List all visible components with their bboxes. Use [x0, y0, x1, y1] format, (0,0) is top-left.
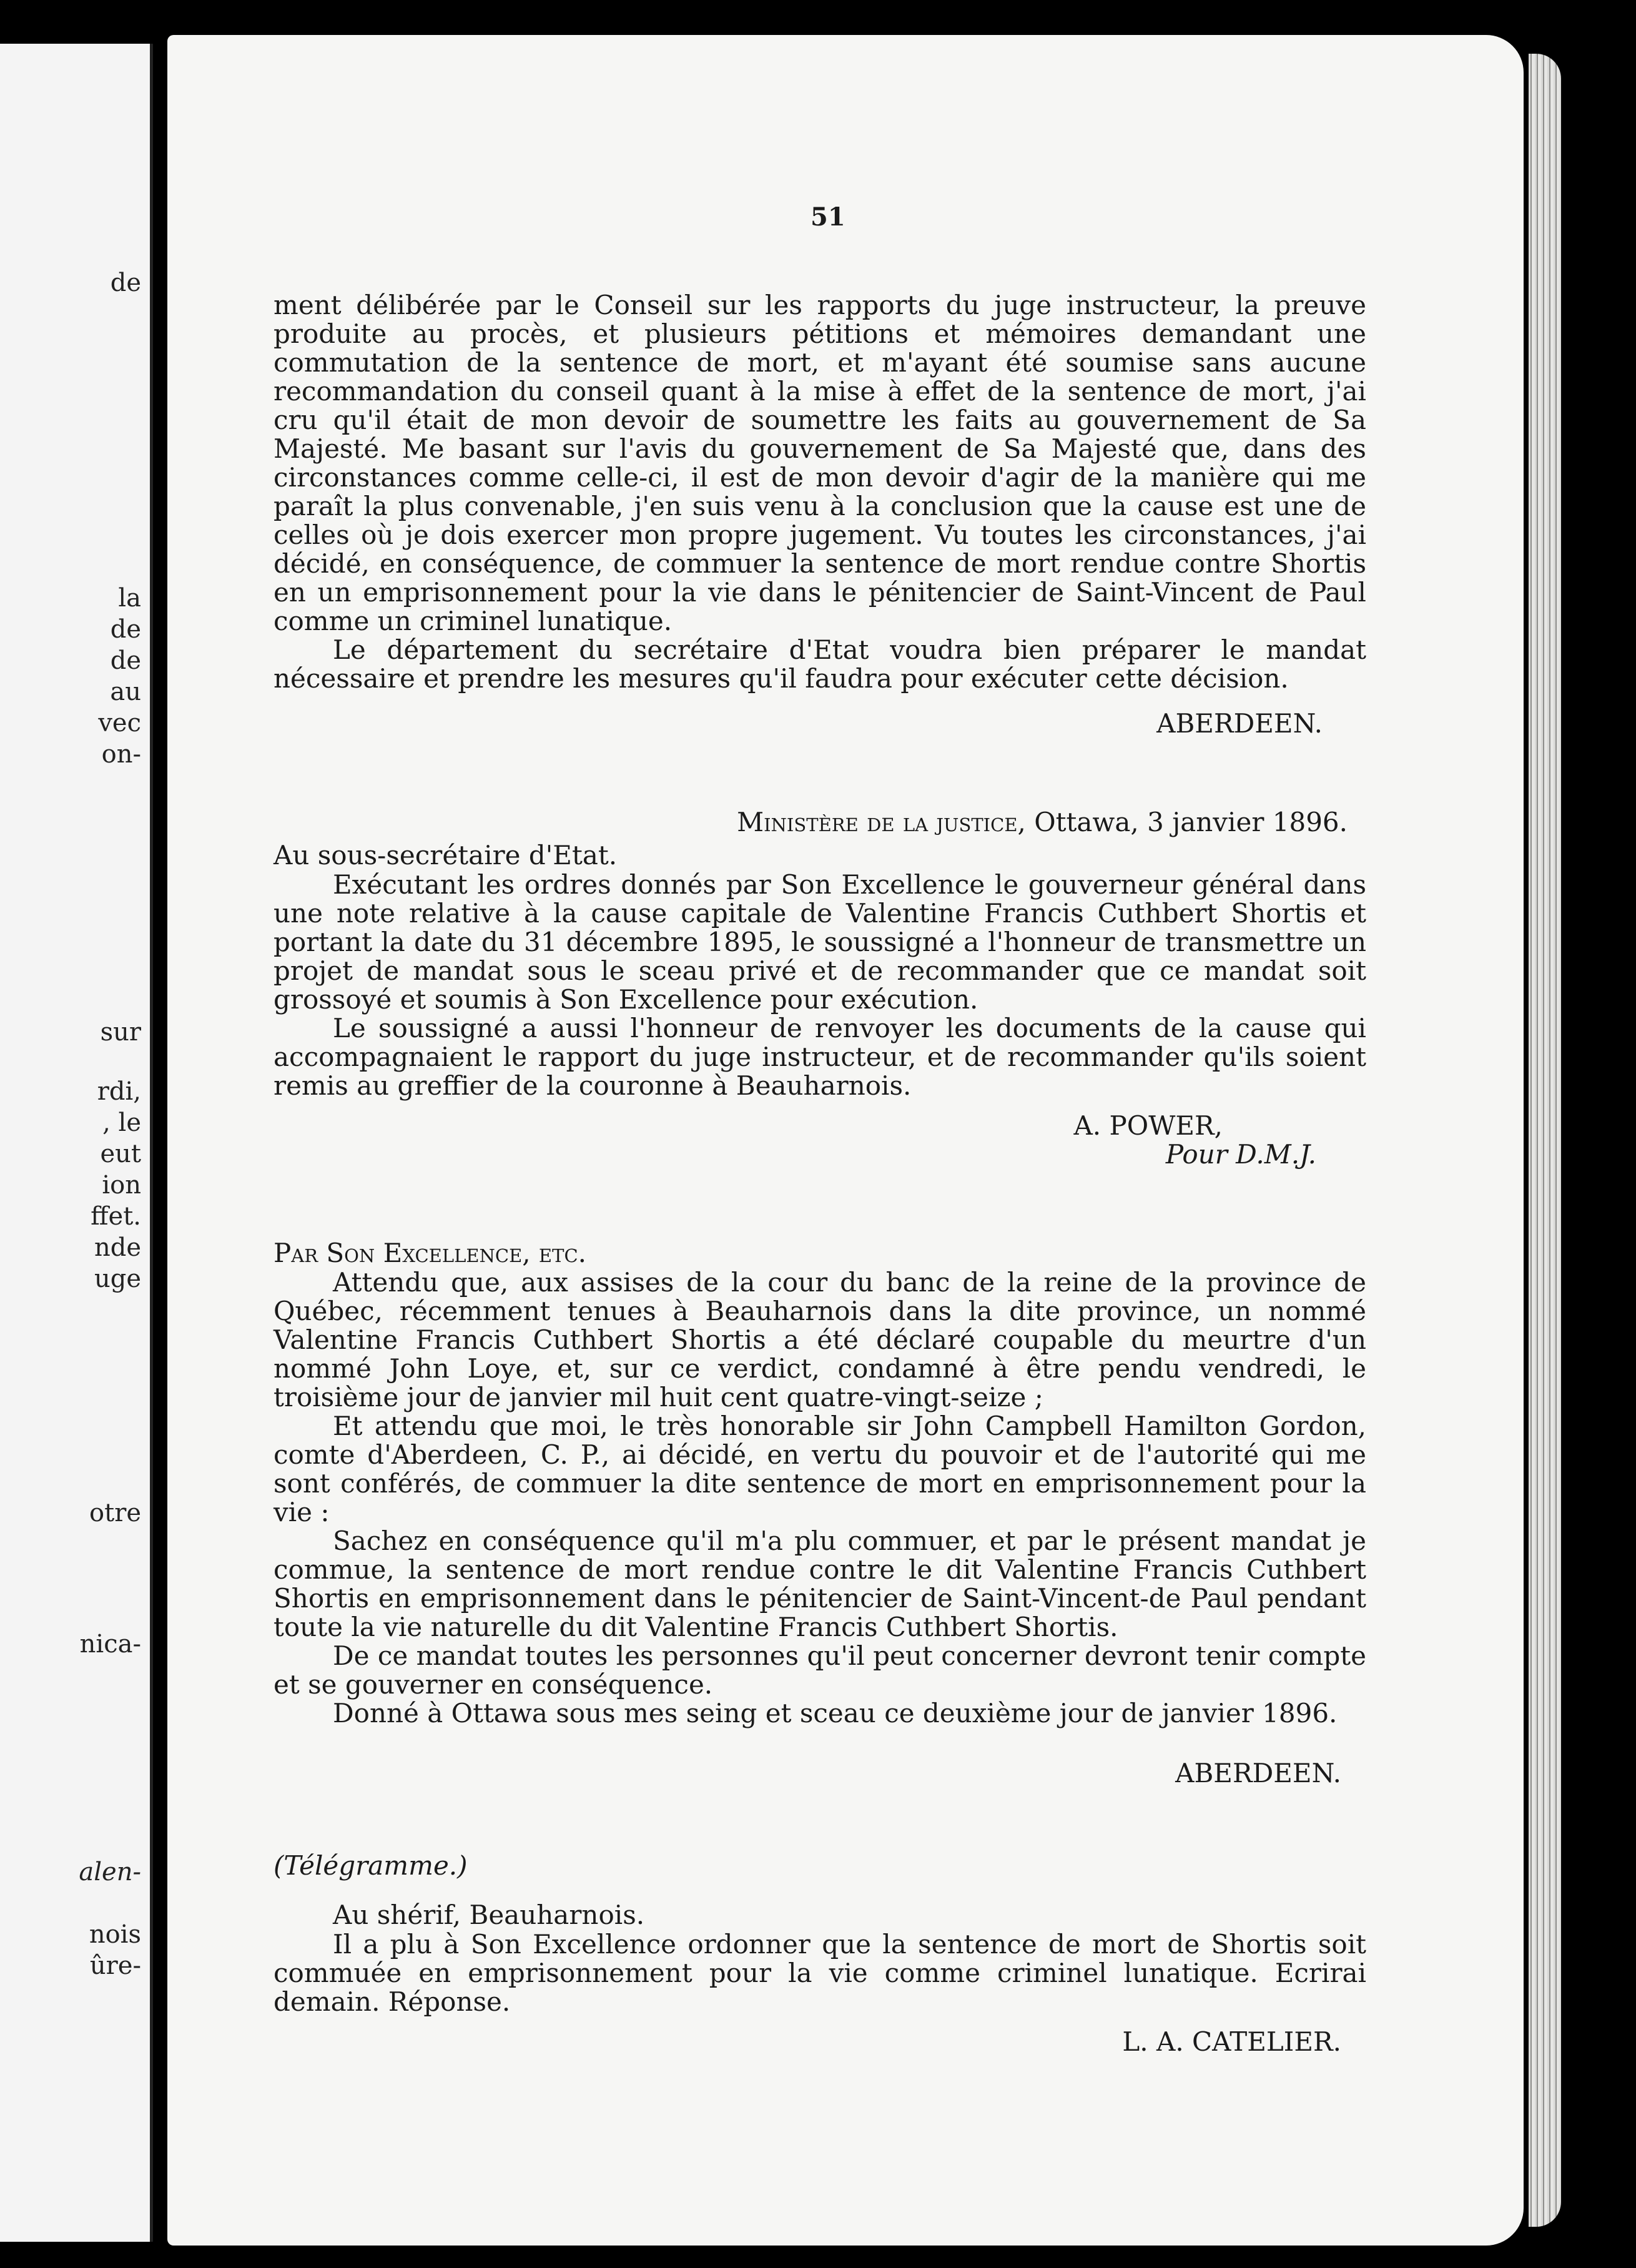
warrant-heading: Par Son Excellence, etc. [273, 1238, 586, 1268]
left-fragment: , le [102, 1108, 141, 1137]
governor-decision [273, 291, 1366, 693]
paragraph: Et attendu que moi, le très honorable sir John Campbell Hamilton Gordon, comte d'Aberdeen, C. P., ai décidé, en vertu du pouvoir et de l'autorité qui me sont conférés, de commuer la dite sentence de mort en emprisonnement pour la vie : [273, 1411, 1366, 1527]
left-fragment: de [110, 615, 141, 644]
left-fragment: nois [89, 1920, 141, 1949]
left-fragment: eut [100, 1140, 141, 1168]
ministry-place-date: , Ottawa, 3 janvier 1896. [1017, 807, 1348, 837]
left-fragment: on- [101, 740, 141, 769]
left-fragment: nde [94, 1233, 141, 1262]
addressee: Au sous-secrétaire d'Etat. [273, 840, 618, 870]
left-fragment: sur [100, 1018, 141, 1047]
left-fragment: ffet. [91, 1202, 141, 1231]
paragraph: Donné à Ottawa sous mes seing et sceau ce deuxième jour de janvier 1896. [333, 1698, 1338, 1728]
left-fragment: nica- [79, 1630, 141, 1659]
left-fragment: alen- [79, 1858, 141, 1886]
telegram-addressee: Au shérif, Beauharnois. [333, 1900, 645, 1930]
telegram-body: Il a plu à Son Excellence ordonner que la sentence de mort de Shortis soit commuée en emprisonnement pour la vie comme criminel lunatique. Ecrirai demain. Réponse. [273, 1929, 1366, 2017]
left-fragment: rdi, [97, 1077, 141, 1106]
left-page-edge [0, 44, 153, 2242]
signature-title: Pour D.M.J. [1165, 1139, 1316, 1170]
left-fragment: la [118, 584, 141, 613]
paragraph: Attendu que, aux assises de la cour du banc de la reine de la province de Québec, récemment tenues à Beauharnois dans la dite province, un nommé Valentine Francis Cuthbert Shortis a été déclaré coupable du meurtre d'un nommé John Loye, et, sur ce verdict, condamné à être pendu vendredi, le troisième jour de janvier mil huit cent quatre-vingt-seize ; [273, 1267, 1366, 1413]
paragraph: Le département du secrétaire d'Etat voudra bien préparer le mandat nécessaire et prendre les mesures qu'il faudra pour exécuter cette décision. [273, 634, 1366, 694]
left-fragment: de [110, 646, 141, 675]
telegram-label: (Télégramme.) [273, 1850, 468, 1881]
left-fragment: uge [94, 1265, 141, 1293]
page-content [273, 197, 1366, 2056]
signature-power: A. POWER, [1073, 1110, 1223, 1141]
page-number: 51 [811, 202, 845, 232]
paragraph: Exécutant les ordres donnés par Son Excellence le gouverneur général dans une note relative à la cause capitale de Valentine Francis Cuthbert Shortis et portant la date du 31 décembre 1895, le soussigné a l'honneur de transmettre un projet de mandat sous le sceau privé et de recommander que ce mandat soit grossoyé et soumis à Son Excellence pour exécution. [273, 869, 1366, 1015]
paragraph: Sachez en conséquence qu'il m'a plu commuer, et par le présent mandat je commue, la sentence de mort rendue contre le dit Valentine Francis Cuthbert Shortis en emprisonnement dans le pénitencier de Saint-Vincent-de Paul pendant toute la vie naturelle du dit Valentine Francis Cuthbert Shortis. [273, 1526, 1366, 1642]
left-fragment: ûre- [89, 1951, 141, 1980]
signature-aberdeen: ABERDEEN. [1156, 708, 1323, 739]
paragraph: De ce mandat toutes les personnes qu'il peut concerner devront tenir compte et se gouverner en conséquence. [273, 1640, 1366, 1700]
paragraph: Le soussigné a aussi l'honneur de renvoyer les documents de la cause qui accompagnaient le rapport du juge instructeur, et de recommander qu'ils soient remis au greffier de la couronne à Beauharnois. [273, 1013, 1366, 1101]
left-fragment: au [110, 678, 141, 706]
right-page [167, 35, 1524, 2246]
left-fragment: ion [102, 1171, 141, 1200]
left-fragment: otre [89, 1499, 141, 1527]
signature-catelier: L. A. CATELIER. [1122, 2026, 1341, 2057]
paragraph: ment délibérée par le Conseil sur les rapports du juge instructeur, la preuve produite au procès, et plusieurs pétitions et mémoires demandant une commutation de la sentence de mort, et m'ayant été soumise sans aucune recommandation du conseil quant à la mise à effet de la sentence de mort, j'ai cru qu'il était de mon devoir de soumettre les faits au gouvernement de Sa Majesté. Me basant sur l'avis du gouvernement de Sa Majesté que, dans des circonstances comme celle-ci, il est de mon devoir d'agir de la manière qui me paraît la plus convenable, j'en suis venu à la conclusion que la cause est une de celles où je dois exercer mon propre jugement. Vu toutes les circonstances, j'ai décidé, en conséquence, de commuer la sentence de mort rendue contre Shortis en un emprisonnement pour la vie dans le pénitencier de Saint-Vincent de Paul comme un criminel lunatique. [273, 290, 1366, 636]
left-fragment: de [110, 269, 141, 297]
ministry-name: Ministère de la justice [737, 807, 1018, 837]
signature-aberdeen: ABERDEEN. [1175, 1758, 1341, 1788]
left-fragment: vec [98, 709, 141, 737]
ministry-heading [273, 807, 1366, 837]
